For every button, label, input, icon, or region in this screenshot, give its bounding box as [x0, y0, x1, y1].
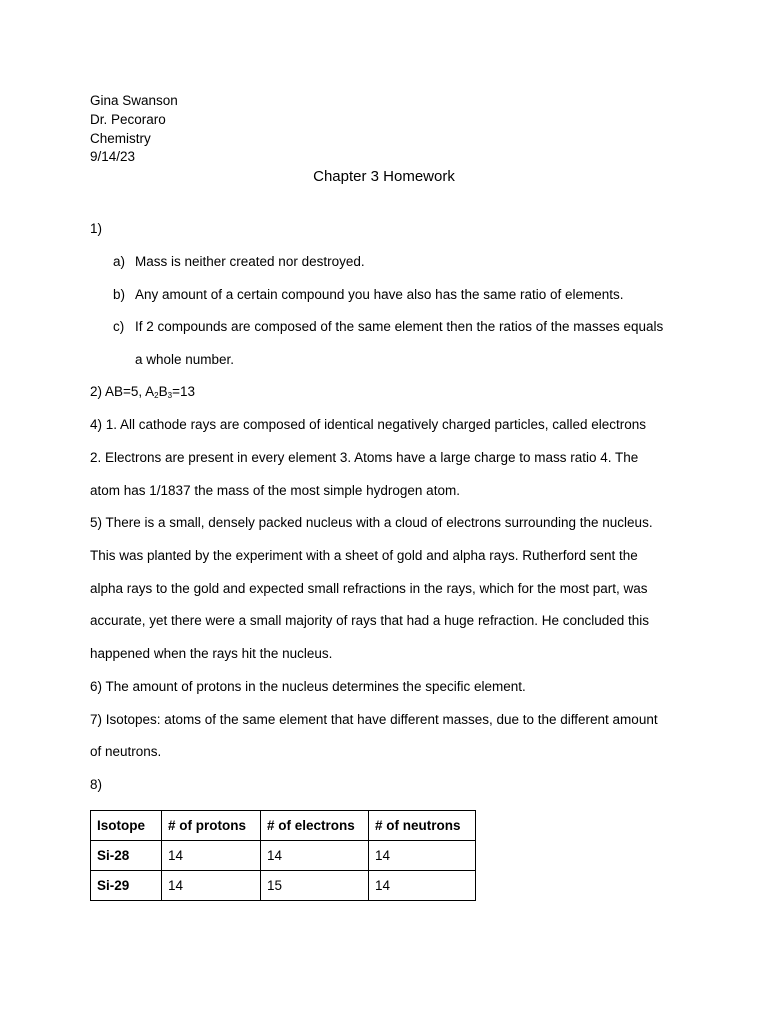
table-row — [91, 841, 476, 871]
question-5-line2: This was planted by the experiment with a sheet of gold and alpha rays. Rutherford sent the — [90, 548, 638, 563]
question-4-line2: 2. Electrons are present in every element 3. Atoms have a large charge to mass ratio 4. The — [90, 450, 639, 465]
question-1c-text-line1: If 2 compounds are composed of the same element then the ratios of the masses equals — [135, 319, 664, 334]
question-2 — [90, 384, 195, 400]
question-1c-text-line2: a whole number. — [135, 352, 235, 367]
isotope-table — [90, 810, 476, 901]
question-2-sub1: 2 — [154, 391, 159, 400]
question-5-line5: happened when the rays hit the nucleus. — [90, 646, 333, 661]
question-4-line3: atom has 1/1837 the mass of the most simple hydrogen atom. — [90, 483, 460, 498]
table-header-cell: # of neutrons — [369, 811, 476, 841]
table-cell: 14 — [162, 871, 261, 901]
table-header-cell: # of protons — [162, 811, 261, 841]
question-4-line1: 4) 1. All cathode rays are composed of identical negatively charged particles, called electrons — [90, 417, 647, 432]
question-2-suffix: =13 — [172, 384, 195, 399]
date: 9/14/23 — [90, 149, 136, 164]
question-1-number: 1) — [90, 221, 103, 236]
table-header-row — [91, 811, 476, 841]
page-title: Chapter 3 Homework — [313, 168, 455, 185]
table-cell: 15 — [261, 871, 369, 901]
question-1c-label: c) — [113, 319, 125, 334]
question-1b-label: b) — [113, 287, 126, 302]
question-1b-text: Any amount of a certain compound you have also has the same ratio of elements. — [135, 287, 624, 302]
question-5-line4: accurate, yet there were a small majority of rays that had a huge refraction. He concluded this — [90, 613, 650, 628]
question-5-line3: alpha rays to the gold and expected small refractions in the rays, which for the most part, was — [90, 581, 648, 596]
question-2-prefix: 2) AB=5, A — [90, 384, 155, 399]
question-2-sub2: 3 — [167, 391, 173, 400]
table-cell: 14 — [369, 841, 476, 871]
question-7-line2: of neutrons. — [90, 744, 162, 759]
table-cell-isotope: Si-28 — [91, 841, 162, 871]
subject: Chemistry — [90, 131, 151, 146]
question-2-mid: B — [158, 384, 168, 399]
question-1a-text: Mass is neither created nor destroyed. — [135, 254, 365, 269]
question-5-line1: 5) There is a small, densely packed nucleus with a cloud of electrons surrounding the nucleus. — [90, 515, 653, 530]
table-cell-isotope: Si-29 — [91, 871, 162, 901]
question-1a-label: a) — [113, 254, 126, 269]
question-7-line1: 7) Isotopes: atoms of the same element that have different masses, due to the different amount — [90, 712, 658, 727]
table-cell: 14 — [261, 841, 369, 871]
teacher-name: Dr. Pecoraro — [90, 112, 166, 127]
question-8-number: 8) — [90, 777, 103, 792]
table-cell: 14 — [369, 871, 476, 901]
table-row — [91, 871, 476, 901]
table-cell: 14 — [162, 841, 261, 871]
table-header-cell: # of electrons — [261, 811, 369, 841]
table-header-cell: Isotope — [91, 811, 162, 841]
student-name: Gina Swanson — [90, 93, 178, 108]
question-6-line1: 6) The amount of protons in the nucleus determines the specific element. — [90, 679, 526, 694]
